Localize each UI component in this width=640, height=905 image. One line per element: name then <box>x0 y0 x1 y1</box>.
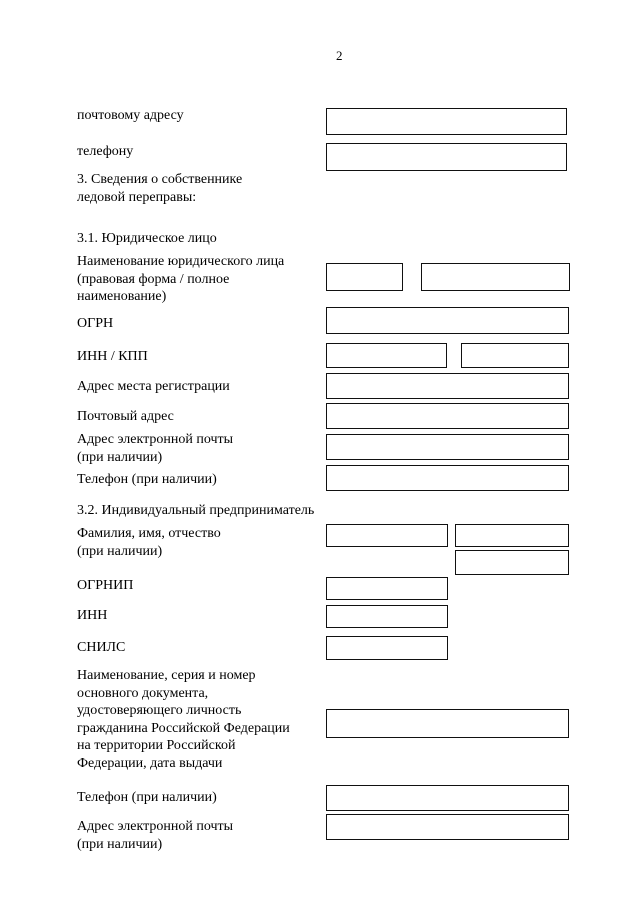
legal-entity-name-label: Наименование юридического лица (правовая форма / полное наименование) <box>77 254 285 304</box>
individual-phone-field[interactable] <box>326 785 569 811</box>
individual-email-label: Адрес электронной почты (при наличии) <box>77 819 234 852</box>
ogrnip-field[interactable] <box>326 577 448 600</box>
identity-document-field[interactable] <box>326 709 569 738</box>
identity-document-label: Наименование, серия и номер основного документа, удостоверяющего личность гражданина Российской Федерации на территории Российской Федерации, дата выдачи <box>77 668 290 771</box>
legal-postal-address-field[interactable] <box>326 403 569 429</box>
individual-heading: 3.2. Индивидуальный предприниматель <box>77 503 315 518</box>
phone-label: телефону <box>77 144 134 159</box>
legal-form-field[interactable] <box>326 263 403 291</box>
snils-label: СНИЛС <box>77 640 126 655</box>
individual-inn-field[interactable] <box>326 605 448 628</box>
surname-field[interactable] <box>326 524 448 547</box>
ogrn-label: ОГРН <box>77 316 114 331</box>
postal-address-label: почтовому адресу <box>77 108 184 123</box>
patronymic-field[interactable] <box>455 550 569 575</box>
fio-label: Фамилия, имя, отчество (при наличии) <box>77 526 221 559</box>
individual-phone-label: Телефон (при наличии) <box>77 790 217 805</box>
inn-kpp-label: ИНН / КПП <box>77 349 148 364</box>
legal-phone-field[interactable] <box>326 465 569 491</box>
first-name-field[interactable] <box>455 524 569 547</box>
ogrn-field[interactable] <box>326 307 569 334</box>
phone-field[interactable] <box>326 143 567 171</box>
legal-entity-heading: 3.1. Юридическое лицо <box>77 231 217 246</box>
registration-address-field[interactable] <box>326 373 569 399</box>
snils-field[interactable] <box>326 636 448 660</box>
kpp-field[interactable] <box>461 343 569 368</box>
page-number: 2 <box>336 48 343 63</box>
ogrnip-label: ОГРНИП <box>77 578 134 593</box>
inn-label: ИНН <box>77 608 108 623</box>
inn-field[interactable] <box>326 343 447 368</box>
full-name-field[interactable] <box>421 263 570 291</box>
legal-email-label: Адрес электронной почты (при наличии) <box>77 432 234 465</box>
legal-postal-address-label: Почтовый адрес <box>77 409 174 424</box>
registration-address-label: Адрес места регистрации <box>77 379 230 394</box>
legal-email-field[interactable] <box>326 434 569 460</box>
postal-address-field[interactable] <box>326 108 567 135</box>
section-3-heading: 3. Сведения о собственнике ледовой переправы: <box>77 172 243 205</box>
legal-phone-label: Телефон (при наличии) <box>77 472 217 487</box>
individual-email-field[interactable] <box>326 814 569 840</box>
